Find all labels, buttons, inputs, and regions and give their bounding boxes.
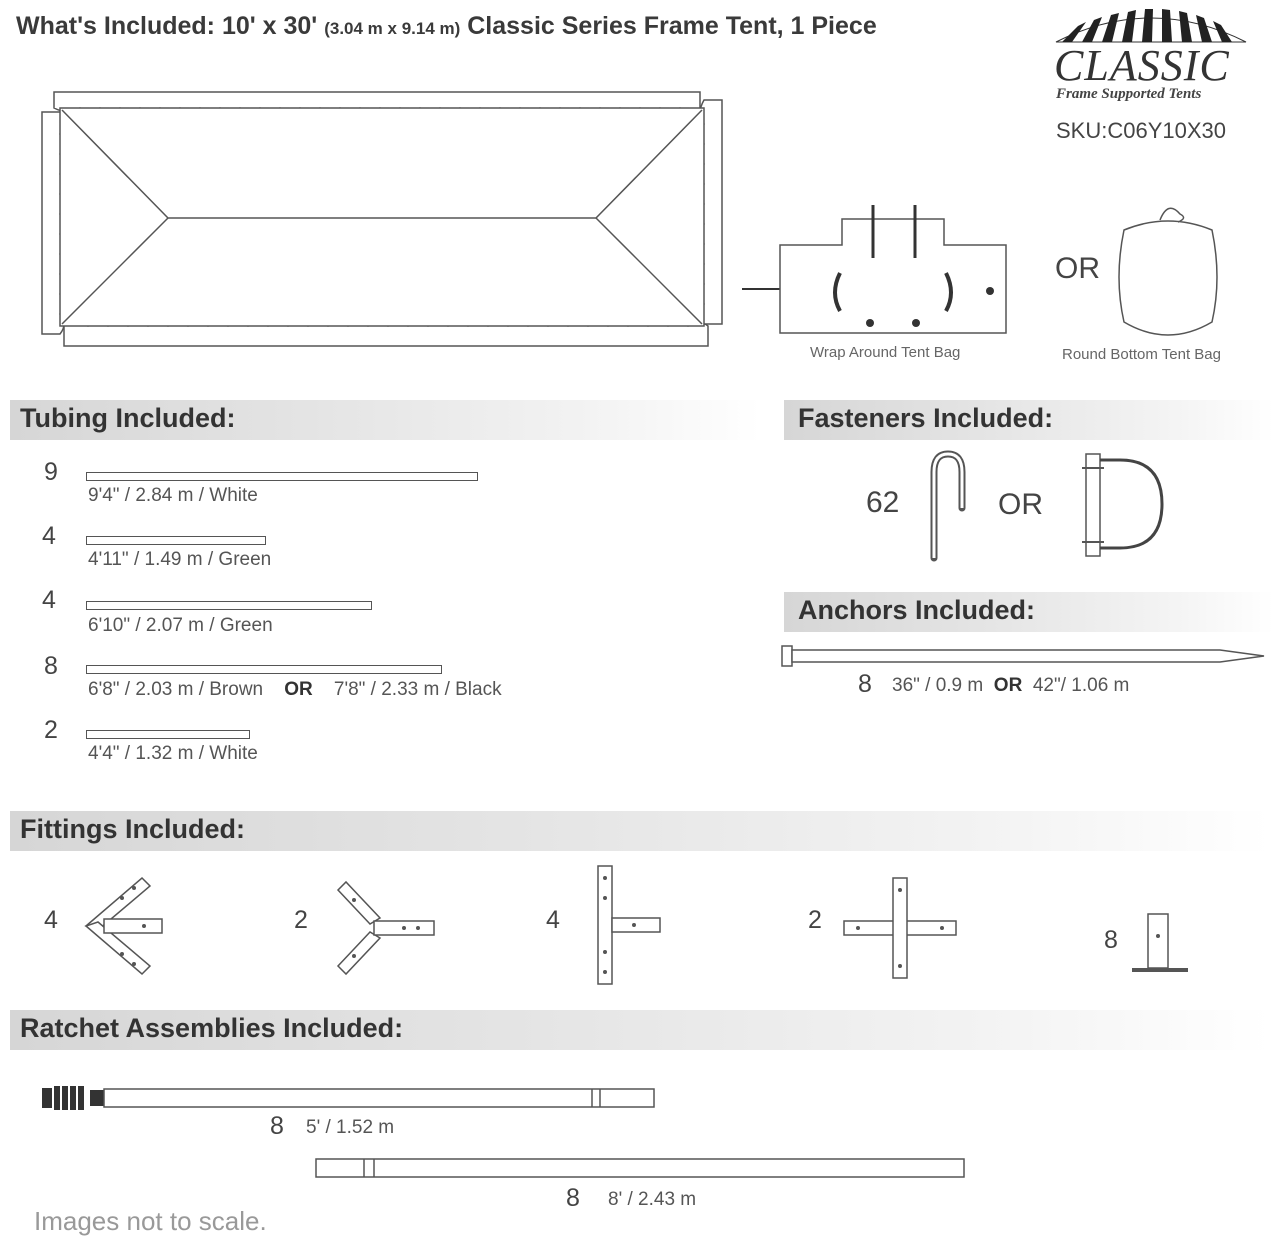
title-rest: Classic Series Frame Tent, 1 Piece	[467, 12, 877, 40]
round-bottom-tent-bag-icon	[1116, 198, 1220, 346]
ratchet-strap-5ft-icon	[40, 1080, 656, 1114]
tubing-desc: 4'4" / 1.32 m / White	[88, 743, 258, 764]
fittings-heading: Fittings Included:	[20, 814, 245, 844]
fasteners-or-label: OR	[998, 488, 1043, 521]
anchors-heading-band	[784, 592, 1274, 632]
tubing-desc-b: 7'8" / 2.33 m / Black	[333, 679, 502, 700]
tube-bar	[86, 665, 442, 674]
tubing-qty: 2	[44, 716, 58, 744]
three-way-corner-fitting-icon	[82, 874, 166, 980]
fitting-qty: 8	[1104, 926, 1118, 954]
tent-top-view-drawing	[40, 86, 725, 351]
tent-stripes-logo-icon	[1056, 4, 1246, 44]
fitting-qty: 4	[546, 906, 560, 934]
ratchet-qty: 8	[270, 1112, 284, 1140]
fasteners-qty: 62	[866, 486, 900, 519]
j-hook-stake-icon	[920, 450, 970, 562]
footnote: Images not to scale.	[34, 1206, 267, 1236]
page-title	[16, 12, 877, 41]
or-label: OR	[284, 679, 313, 700]
ratchet-qty: 8	[566, 1184, 580, 1212]
anchors-desc-pair	[892, 675, 1129, 697]
tubing-qty: 8	[44, 652, 58, 680]
anchors-qty: 8	[858, 670, 872, 698]
fasteners-heading: Fasteners Included:	[798, 403, 1054, 433]
tubing-desc: 6'10" / 2.07 m / Green	[88, 615, 273, 636]
logo-tagline: Frame Supported Tents	[1056, 86, 1202, 102]
tubing-qty: 4	[42, 586, 56, 614]
logo-wordmark: CLASSIC	[1054, 41, 1230, 90]
tube-bar	[86, 730, 250, 739]
ratchets-heading-band	[10, 1010, 1270, 1050]
anchor-stake-icon	[780, 644, 1266, 668]
anchors-desc-b: 42"/ 1.06 m	[1032, 675, 1130, 696]
title-main: What's Included: 10' x 30'	[16, 12, 318, 40]
tubing-qty: 4	[42, 522, 56, 550]
or-label: OR	[993, 675, 1023, 696]
base-plate-fitting-icon	[1130, 912, 1190, 974]
sku-label: SKU:C06Y10X30	[1056, 118, 1226, 143]
round-bag-caption: Round Bottom Tent Bag	[1062, 346, 1221, 363]
anchors-desc-a: 36" / 0.9 m	[892, 675, 984, 696]
fasteners-heading-band	[784, 400, 1274, 440]
ratchets-heading: Ratchet Assemblies Included:	[20, 1013, 404, 1043]
tubing-qty: 9	[44, 458, 58, 486]
fittings-heading-band	[10, 811, 1270, 851]
tubing-desc-a: 6'8" / 2.03 m / Brown	[88, 679, 264, 700]
tubing-desc: 9'4" / 2.84 m / White	[88, 485, 258, 506]
tubing-desc-pair	[88, 679, 502, 701]
cross-fitting-icon	[842, 876, 958, 980]
snap-pin-icon	[1078, 450, 1170, 560]
tube-bar	[86, 536, 266, 545]
tube-bar	[86, 472, 478, 481]
ratchet-desc: 5' / 1.52 m	[306, 1117, 395, 1138]
tubing-heading: Tubing Included:	[20, 403, 236, 433]
anchors-heading: Anchors Included:	[798, 595, 1036, 625]
wrap-around-tent-bag-icon	[778, 203, 1010, 335]
fitting-qty: 2	[808, 906, 822, 934]
tubing-desc: 4'11" / 1.49 m / Green	[88, 549, 272, 570]
tube-bar	[86, 601, 372, 610]
title-metric: (3.04 m x 9.14 m)	[324, 19, 461, 38]
fitting-qty: 4	[44, 906, 58, 934]
t-fitting-icon	[594, 864, 664, 986]
ratchet-strap-8ft-icon	[314, 1156, 968, 1180]
wrap-bag-caption: Wrap Around Tent Bag	[810, 344, 961, 361]
ratchet-desc: 8' / 2.43 m	[608, 1189, 697, 1210]
fitting-qty: 2	[294, 906, 308, 934]
y-fitting-icon	[334, 880, 438, 976]
tubing-heading-band	[10, 400, 760, 440]
bag-or-label: OR	[1055, 252, 1100, 285]
